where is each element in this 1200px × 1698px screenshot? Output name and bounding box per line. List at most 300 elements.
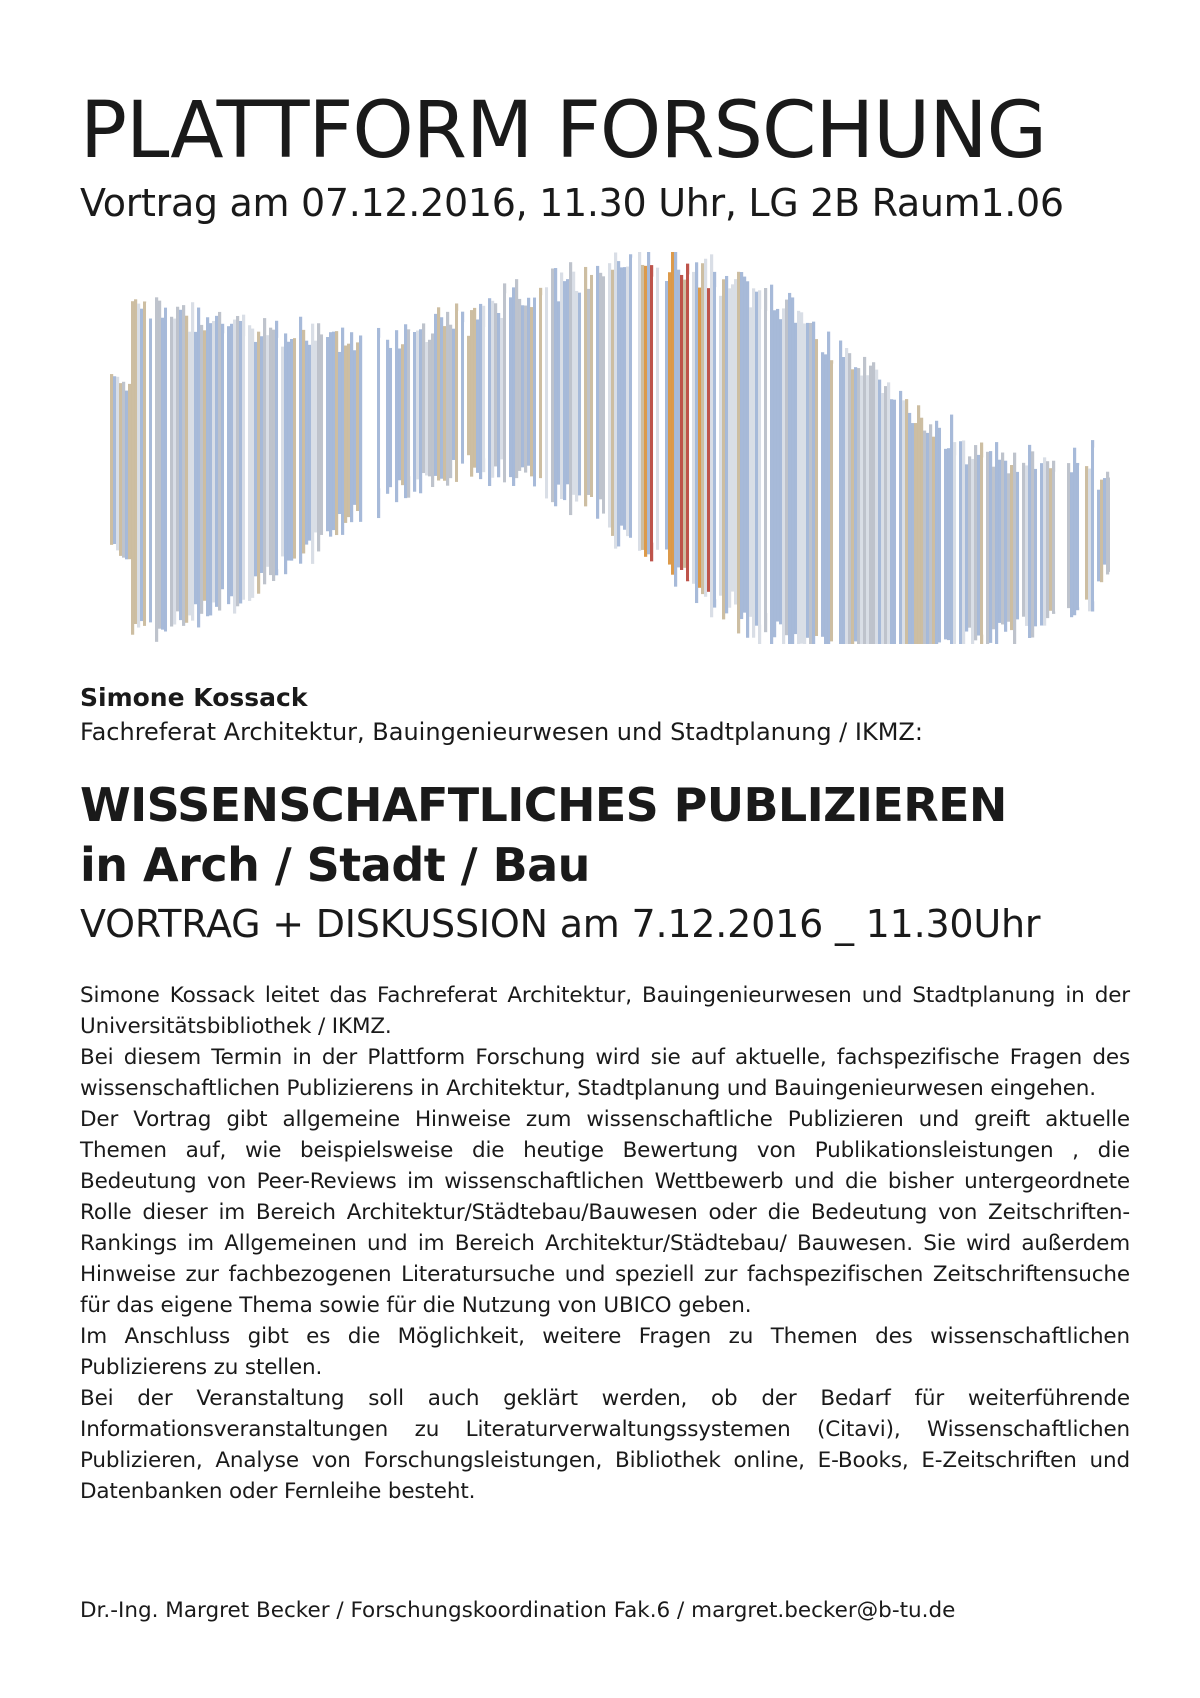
paper-edge <box>266 335 269 567</box>
paper-edge <box>500 318 503 459</box>
paper-edge <box>428 340 431 477</box>
paper-edge <box>533 298 536 487</box>
paper-edge <box>716 287 719 599</box>
paper-edge <box>128 384 131 559</box>
paper-edge <box>218 312 221 611</box>
paper-edge <box>590 275 593 497</box>
paper-edge <box>146 303 149 641</box>
paper-edge <box>308 345 311 541</box>
paper-edge <box>695 262 698 603</box>
paper-edge <box>665 281 668 549</box>
paper-edge <box>470 310 473 477</box>
event-date-line: VORTRAG + DISKUSSION am 7.12.2016 _ 11.30Uhr <box>80 902 1041 946</box>
paper-edge <box>827 332 830 644</box>
paper-edge <box>806 323 809 638</box>
paper-edge <box>179 310 182 620</box>
paper-edge <box>548 278 551 503</box>
paper-edge <box>722 279 725 619</box>
paper-edge <box>191 302 194 620</box>
description-paragraph: Der Vortrag gibt allgemeine Hinweise zum wissenschaftliche Publizieren und greift aktuelle Themen auf, wie beispielsweise die heutige Bewertung von Publikationsleistungen , die Bedeutung von Peer-Reviews im wissenschaftlichen Wettbewerb und die bisher untergeordnete Rolle dieser im Bereich Architektur/Städtebau/Bauwesen oder die Bedeutung von Zeitschriften-Rankings im Allgemeinen und im Bereich Architektur/Städtebau/ Bauwesen. Sie wird außerdem Hinweise zur fachbezogenen Literatursuche und speziell zur fachspezifischen Zeitschriftensuche für das eigene Thema sowie für die Nutzung von UBICO geben. <box>80 1107 1130 1318</box>
poster-title: PLATTFORM FORSCHUNG <box>80 86 1047 176</box>
paper-edge <box>1016 472 1019 620</box>
paper-edge <box>623 267 626 530</box>
paper-edge <box>608 263 611 527</box>
paper-edge <box>1058 457 1061 624</box>
paper-edge <box>767 311 770 613</box>
paper-edge <box>869 366 872 644</box>
paper-edge <box>560 272 563 498</box>
paper-edge <box>170 317 173 627</box>
paper-edge <box>974 445 977 640</box>
paper-edge <box>881 393 884 644</box>
paper-edge <box>215 316 218 607</box>
paper-edge <box>1022 463 1025 617</box>
paper-edge <box>194 332 197 604</box>
paper-edge <box>1046 461 1049 618</box>
paper-edge <box>908 413 911 644</box>
paper-edge <box>377 328 380 518</box>
paper-edge <box>458 311 461 490</box>
paper-edge <box>698 288 701 588</box>
paper-edge <box>143 301 146 625</box>
paper-edge <box>1106 472 1109 575</box>
paper-edge <box>317 323 320 551</box>
paper-edge <box>953 442 956 644</box>
paper-edge <box>599 273 602 500</box>
paper-edge <box>677 270 680 568</box>
paper-edge <box>758 290 761 644</box>
paper-edge <box>743 277 746 613</box>
paper-edge <box>995 442 998 644</box>
paper-edge <box>212 321 215 602</box>
paper-edge <box>167 290 170 644</box>
paper-edge <box>512 287 515 486</box>
paper-edge <box>788 293 791 644</box>
paper-edge <box>284 333 287 574</box>
paper-edge <box>485 327 488 458</box>
paper-edge <box>956 455 959 644</box>
paper-edge <box>350 332 353 522</box>
paper-edge <box>809 323 812 644</box>
paper-edge <box>542 295 545 479</box>
paper-edge <box>593 262 596 524</box>
paper-edge <box>857 368 860 644</box>
paper-edge <box>860 376 863 644</box>
paper-edge <box>446 312 449 486</box>
paper-edge <box>641 265 644 550</box>
paper-edge <box>248 325 251 601</box>
paper-edge <box>1100 480 1103 583</box>
description-paragraph: Bei der Veranstaltung soll auch geklärt werden, ob der Bedarf für weiterführende Informationsveranstaltungen zu Literaturverwaltungssystemen (Citavi), Wissenschaftlichen Publizieren, Analyse von Forschungsleistungen, Bibliothek online, E-Books, E-Zeitschriften und Datenbanken oder Fernleihe besteht. <box>80 1386 1130 1504</box>
paper-edge <box>200 325 203 614</box>
paper-edge <box>488 298 491 486</box>
paper-edge <box>572 272 575 495</box>
paper-edge <box>449 325 452 478</box>
paper-edge <box>272 330 275 581</box>
paper-edge <box>1031 451 1034 637</box>
paper-edge <box>554 268 557 506</box>
paper-edge <box>659 269 662 559</box>
paper-edge <box>896 394 899 644</box>
paper-edge <box>110 374 113 545</box>
paper-edge <box>656 268 659 550</box>
paper-edge <box>680 275 683 570</box>
paper-edge <box>620 267 623 525</box>
paper-edge <box>821 352 824 637</box>
paper-edge <box>335 331 338 535</box>
paper-edge <box>875 370 878 644</box>
paper-edge <box>1061 454 1064 616</box>
paper-edge <box>527 298 530 466</box>
description-text <box>80 980 1130 1507</box>
paper-edge <box>506 293 509 488</box>
paper-edge <box>581 280 584 511</box>
paper-edge <box>281 347 284 557</box>
paper-edge <box>671 252 674 575</box>
paper-edge <box>941 411 944 644</box>
paper-edge <box>785 300 788 636</box>
paper-edge <box>980 443 983 644</box>
speaker-department: Fachreferat Architektur, Bauingenieurwesen und Stadtplanung / IKMZ: <box>80 718 923 746</box>
paper-edge <box>353 350 356 505</box>
paper-edge <box>905 399 908 644</box>
paper-edge <box>515 279 518 478</box>
paper-edge <box>455 303 458 481</box>
paper-edge <box>278 338 281 569</box>
paper-edge <box>1103 478 1106 565</box>
paper-edge <box>1019 459 1022 631</box>
paper-edge <box>497 313 500 477</box>
paper-edge <box>824 354 827 644</box>
paper-edge <box>152 318 155 625</box>
paper-edge <box>755 292 758 626</box>
paper-edge <box>734 279 737 604</box>
paper-edge <box>320 334 323 535</box>
paper-edge <box>776 309 779 622</box>
paper-edge <box>1025 465 1028 625</box>
paper-edge <box>443 326 446 481</box>
paper-edge <box>725 276 728 613</box>
poster-subtitle: Vortrag am 07.12.2016, 11.30 Uhr, LG 2B Raum1.06 <box>80 181 1064 225</box>
paper-edge <box>983 458 986 635</box>
paper-edge <box>521 305 524 467</box>
paper-edge <box>236 316 239 606</box>
paper-edge <box>233 320 236 614</box>
paper-edge <box>1097 490 1100 582</box>
paper-edge <box>509 297 512 477</box>
paper-edge <box>431 333 434 487</box>
paper-edge <box>563 281 566 500</box>
paper-edge <box>1013 453 1016 644</box>
paper-edge <box>221 324 224 589</box>
paper-edge <box>305 341 308 545</box>
paper-edge <box>851 369 854 644</box>
paper-edge <box>263 318 266 584</box>
paper-edge <box>149 319 152 623</box>
paper-edge <box>311 324 314 564</box>
paper-edge <box>926 433 929 644</box>
paper-edge <box>683 280 686 568</box>
paper-edge <box>602 276 605 513</box>
paper-edge <box>836 354 839 644</box>
paper-edge <box>491 301 494 478</box>
paper-edge <box>344 346 347 523</box>
paper-edge <box>587 289 590 495</box>
lecture-subtitle: in Arch / Stadt / Bau <box>80 838 590 892</box>
paper-edge <box>386 340 389 494</box>
paper-edge <box>854 367 857 641</box>
speaker-name: Simone Kossack <box>80 683 308 712</box>
paper-edge <box>395 330 398 502</box>
paper-edge <box>293 338 296 558</box>
paper-edge <box>872 362 875 644</box>
paper-edge <box>674 252 677 587</box>
paper-edge <box>629 254 632 538</box>
paper-edge <box>668 272 671 564</box>
paper-edge <box>1049 468 1052 611</box>
paper-edge <box>782 308 785 644</box>
paper-edge <box>692 272 695 584</box>
paper-edge <box>575 291 578 502</box>
paper-edge <box>977 455 980 636</box>
paper-edge <box>476 319 479 472</box>
paper-edge <box>1010 465 1013 630</box>
paper-edge <box>1070 472 1073 617</box>
paper-edge <box>290 339 293 561</box>
paper-edge <box>494 303 497 466</box>
paper-edge <box>746 281 749 637</box>
paper-edge <box>617 261 620 546</box>
paper-edge <box>467 336 470 455</box>
paper-edge <box>923 431 926 644</box>
paper-edge <box>812 322 815 644</box>
paper-edge <box>122 382 125 558</box>
paper-edge <box>830 360 833 641</box>
paper-edge <box>863 357 866 644</box>
paper-edge <box>1109 478 1110 572</box>
paper-edge <box>422 323 425 473</box>
paper-edge <box>425 342 428 475</box>
paper-edge <box>839 341 842 644</box>
paper-edge <box>197 308 200 628</box>
paper-edge <box>701 263 704 594</box>
paper-edge <box>410 331 413 476</box>
paper-edge <box>407 329 410 497</box>
paper-edge <box>125 391 128 560</box>
paper-edge <box>1001 453 1004 625</box>
paper-edge <box>287 342 290 561</box>
paper-edge <box>1064 469 1067 616</box>
paper-edge <box>752 288 755 637</box>
paper-edge <box>569 262 572 515</box>
paper-edge <box>437 307 440 480</box>
paper-edge <box>749 307 752 616</box>
paper-edge <box>965 464 968 631</box>
paper-edge <box>434 314 437 476</box>
paper-edge <box>557 301 560 484</box>
paper-edge <box>359 335 362 521</box>
lecture-title: WISSENSCHAFTLICHES PUBLIZIEREN <box>80 778 1007 832</box>
paper-edge <box>275 321 278 576</box>
paper-edge <box>710 254 713 617</box>
description-paragraph: Bei diesem Termin in der Plattform Forschung wird sie auf aktuelle, fachspezifische Fragen des wissenschaftlichen Publizierens in Architektur, Stadtplanung und Bauingenieurwesen eingehen. <box>80 1045 1130 1101</box>
paper-edge <box>392 340 395 490</box>
paper-edge <box>131 301 134 635</box>
paper-edge <box>947 448 950 640</box>
paper-stack-group <box>110 252 1110 644</box>
paper-edge <box>986 452 989 644</box>
paper-edge <box>731 284 734 591</box>
paper-edge <box>1037 462 1040 630</box>
paper-edge <box>779 319 782 624</box>
paper-edge <box>818 324 821 644</box>
paper-edge <box>332 332 335 530</box>
paper-edge <box>1082 463 1085 595</box>
paper-edge <box>1028 445 1031 638</box>
paper-edge <box>902 400 905 644</box>
paper-edge <box>899 391 902 644</box>
paper-edge <box>269 328 272 575</box>
description-paragraph: Simone Kossack leitet das Fachreferat Architektur, Bauingenieurwesen und Stadtplanung in der Universitätsbibliothek / IKMZ. <box>80 983 1130 1039</box>
paper-edge <box>938 428 941 643</box>
paper-edge <box>611 270 614 536</box>
paper-edge <box>770 285 773 644</box>
paper-edge <box>398 348 401 480</box>
paper-edge <box>239 321 242 604</box>
paper-edge <box>626 267 629 537</box>
paper-edge <box>971 459 974 644</box>
paper-edge <box>203 330 206 600</box>
paper-edge <box>884 386 887 644</box>
description-paragraph: Im Anschluss gibt es die Möglichkeit, weitere Fragen zu Themen des wissenschaftlichen Publizierens zu stellen. <box>80 1324 1130 1380</box>
paper-edge <box>737 272 740 634</box>
paper-edge <box>647 252 650 554</box>
paper-edge <box>164 308 167 632</box>
paper-edge <box>329 332 332 536</box>
paper-edge <box>803 323 806 644</box>
paper-edge <box>1091 440 1094 611</box>
paper-edge <box>296 329 299 559</box>
paper-edge <box>761 309 764 624</box>
paper-edge <box>1067 463 1070 608</box>
paper-edge <box>134 299 137 624</box>
paper-edge <box>968 456 971 627</box>
paper-edge <box>914 423 917 644</box>
paper-edge <box>161 318 164 630</box>
paper-edge <box>173 319 176 625</box>
paper-edge <box>347 344 350 517</box>
paper-edge <box>176 307 179 612</box>
paper-edge <box>323 324 326 547</box>
paper-edge <box>791 297 794 644</box>
paper-edge <box>242 315 245 600</box>
paper-edge <box>1088 469 1091 612</box>
paper-edge <box>596 266 599 519</box>
paper-edge <box>383 342 386 506</box>
paper-edge <box>929 424 932 644</box>
paper-edge <box>911 423 914 644</box>
paper-edge <box>227 326 230 604</box>
paper-edge <box>893 400 896 644</box>
paper-edge <box>950 415 953 644</box>
paper-edge <box>713 272 716 608</box>
paper-edge <box>302 330 305 554</box>
paper-edge <box>890 399 893 644</box>
paper-edge <box>662 272 665 552</box>
paper-edge <box>524 306 527 473</box>
paper-edge <box>551 269 554 503</box>
paper-edge <box>1034 469 1037 626</box>
paper-edge <box>254 342 257 576</box>
paper-edge <box>635 259 638 556</box>
paper-edge <box>530 307 533 476</box>
paper-edge <box>260 336 263 573</box>
paper-edge <box>842 357 845 644</box>
paper-edge <box>887 382 890 644</box>
paper-edge <box>257 332 260 594</box>
paper-edge <box>998 460 1001 623</box>
paper-edge <box>935 421 938 644</box>
paper-edge <box>479 304 482 479</box>
paper-edge <box>1094 448 1097 602</box>
paper-edge <box>920 418 923 644</box>
paper-edge <box>800 312 803 643</box>
paper-edge <box>356 342 359 511</box>
paper-edge <box>299 317 302 564</box>
paper-edge <box>473 308 476 468</box>
paper-edge <box>1004 461 1007 632</box>
paper-edge <box>185 316 188 623</box>
paper-edge <box>632 258 635 540</box>
paper-edge <box>416 331 419 480</box>
paper-edge <box>944 449 947 640</box>
paper-edge <box>764 288 767 632</box>
paper-edge <box>605 264 608 527</box>
paper-edge <box>719 296 722 596</box>
paper-edge <box>1055 472 1058 612</box>
paper-edge <box>245 336 248 602</box>
paper-edge <box>686 264 689 582</box>
paper-edge <box>644 266 647 557</box>
paper-edge <box>707 288 710 592</box>
paper-edge <box>380 338 383 489</box>
paper-edge <box>833 364 836 644</box>
paper-edge <box>440 317 443 478</box>
paper-edge <box>578 293 581 496</box>
paper-edge <box>116 377 119 551</box>
stacked-papers-artwork <box>110 248 1110 648</box>
paper-edge <box>113 376 116 544</box>
paper-edge <box>182 305 185 626</box>
paper-edge <box>389 348 392 487</box>
contact-line: Dr.-Ing. Margret Becker / Forschungskoordination Fak.6 / margret.becker@b-tu.de <box>80 1598 956 1623</box>
paper-edge <box>452 329 455 460</box>
paper-edge <box>797 311 800 644</box>
paper-edge <box>992 467 995 630</box>
paper-edge <box>584 267 587 506</box>
paper-edge <box>482 306 485 472</box>
paper-edge <box>404 324 407 498</box>
paper-edge <box>1085 466 1088 600</box>
paper-edge <box>962 440 965 644</box>
paper-edge <box>158 301 161 629</box>
paper-edge <box>230 324 233 596</box>
paper-edge <box>155 297 158 642</box>
paper-edge <box>137 304 140 628</box>
paper-edge <box>866 375 869 644</box>
paper-edge <box>1043 457 1046 625</box>
paper-edge <box>653 277 656 543</box>
